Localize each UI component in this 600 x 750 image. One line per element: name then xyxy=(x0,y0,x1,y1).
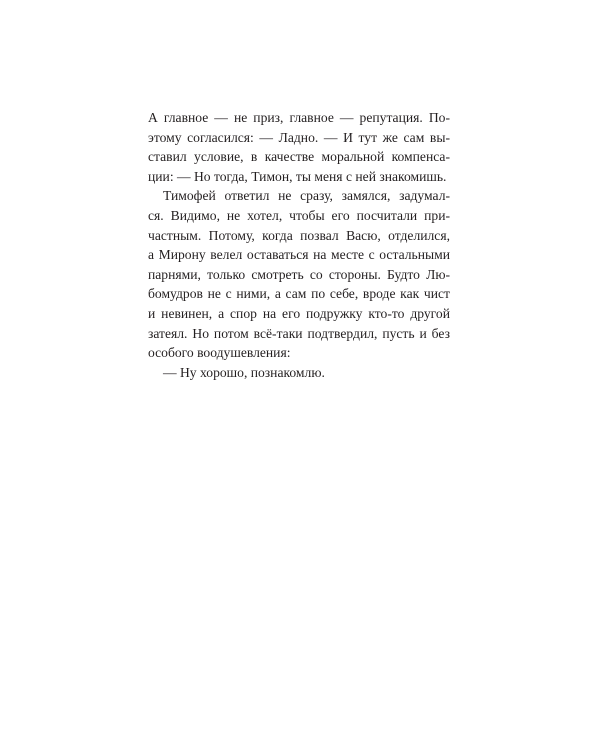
text-line: частным. Потому, когда позвал Васю, отделился, xyxy=(148,227,450,243)
text-line: затеял. Но потом всё-таки подтвердил, пусть и без xyxy=(148,325,450,341)
text-line: парнями, только смотреть со стороны. Будто Лю- xyxy=(148,266,450,282)
text-line: и невинен, а спор на его подружку кто-то другой xyxy=(148,305,450,321)
text-line: бомудров не с ними, а сам по себе, вроде как чист xyxy=(148,286,450,302)
text-line: ставил условие, в качестве моральной компенса- xyxy=(148,149,450,165)
text-line: а Мирону велел оставаться на месте с остальными xyxy=(148,247,450,263)
text-line: этому согласился: — Ладно. — И тут же сам вы- xyxy=(148,129,450,145)
body-text xyxy=(148,108,450,382)
text-line: особого воодушевления: xyxy=(148,345,291,361)
text-line: А главное — не приз, главное — репутация. По- xyxy=(148,110,450,125)
text-line: Тимофей ответил не сразу, замялся, задумал- xyxy=(163,188,450,204)
text-line: ции: — Но тогда, Тимон, ты меня с ней знакомишь. xyxy=(148,168,447,184)
text-line: ся. Видимо, не хотел, чтобы его посчитали при- xyxy=(148,207,450,223)
text-line: — Ну хорошо, познакомлю. xyxy=(163,364,325,380)
